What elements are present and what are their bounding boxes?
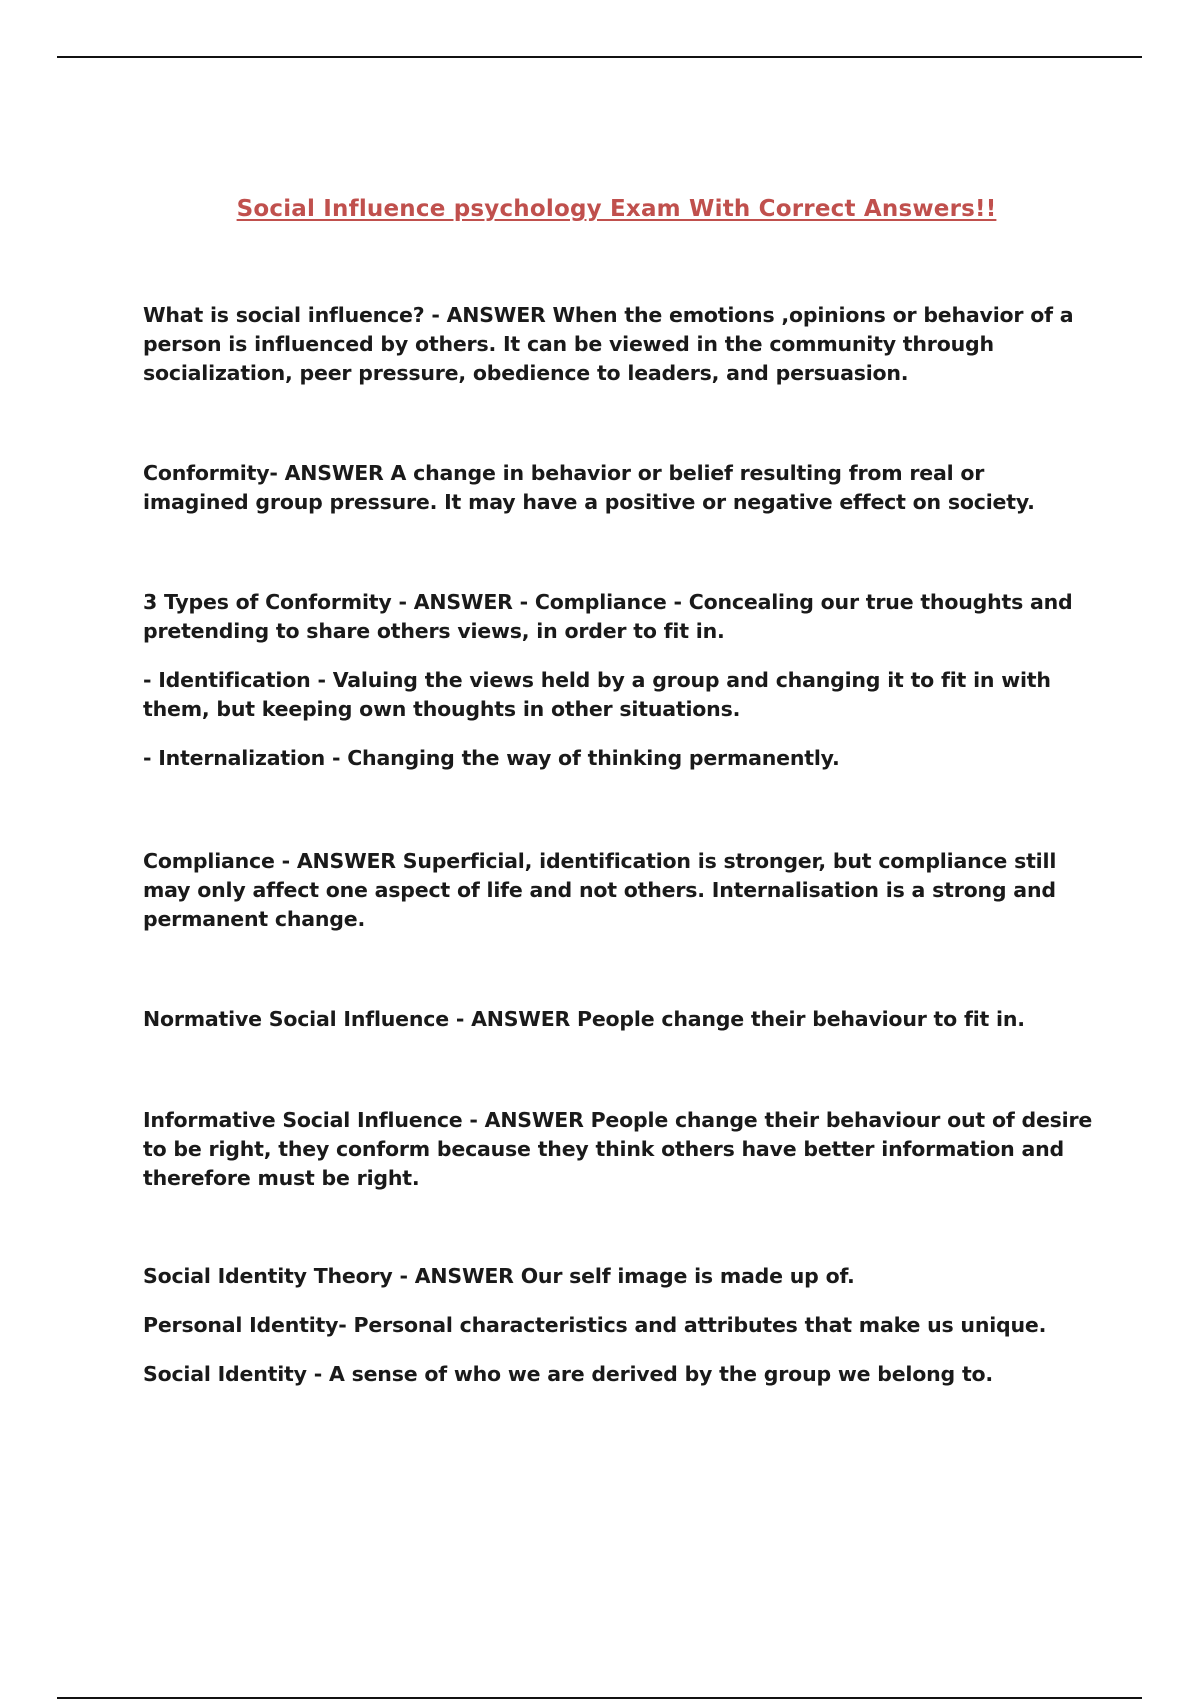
qa-item-compliance [143,847,1093,934]
qa-paragraph: - Identification - Valuing the views held by a group and changing it to fit in with them, but keeping own thoughts in other situations. [143,668,1051,721]
qa-item-social-influence [143,301,1093,388]
qa-paragraph: Conformity- ANSWER A change in behavior or belief resulting from real or imagined group pressure. It may have a positive or negative effect on society. [143,461,1035,514]
qa-item-informative-social-influence [143,1106,1093,1193]
top-divider [57,56,1142,58]
qa-paragraph: Informative Social Influence - ANSWER People change their behaviour out of desire to be right, they conform because they think others have better information and therefore must be right. [143,1108,1093,1190]
bottom-divider [57,1697,1142,1699]
qa-item-social-identity-theory [143,1262,1093,1389]
qa-item-normative-social-influence [143,1005,1093,1034]
document-title: Social Influence psychology Exam With Correct Answers!! [236,196,997,222]
qa-paragraph: - Internalization - Changing the way of thinking permanently. [143,746,840,770]
qa-paragraph: Compliance - ANSWER Superficial, identification is stronger, but compliance still may only affect one aspect of life and not others. Internalisation is a strong and permanent change. [143,849,1057,931]
qa-paragraph: Personal Identity- Personal characteristics and attributes that make us unique. [143,1313,1047,1337]
qa-paragraph: What is social influence? - ANSWER When the emotions ,opinions or behavior of a person is influenced by others. It can be viewed in the community through socialization, peer pressure, obedience to leaders, and persuasion. [143,303,1074,385]
qa-item-types-of-conformity [143,588,1093,773]
qa-paragraph: Normative Social Influence - ANSWER People change their behaviour to fit in. [143,1007,1025,1031]
qa-paragraph: Social Identity - A sense of who we are derived by the group we belong to. [143,1362,994,1386]
qa-item-conformity [143,459,1093,517]
qa-paragraph: 3 Types of Conformity - ANSWER - Compliance - Concealing our true thoughts and pretending to share others views, in order to fit in. [143,590,1073,643]
qa-paragraph: Social Identity Theory - ANSWER Our self image is made up of. [143,1264,855,1288]
